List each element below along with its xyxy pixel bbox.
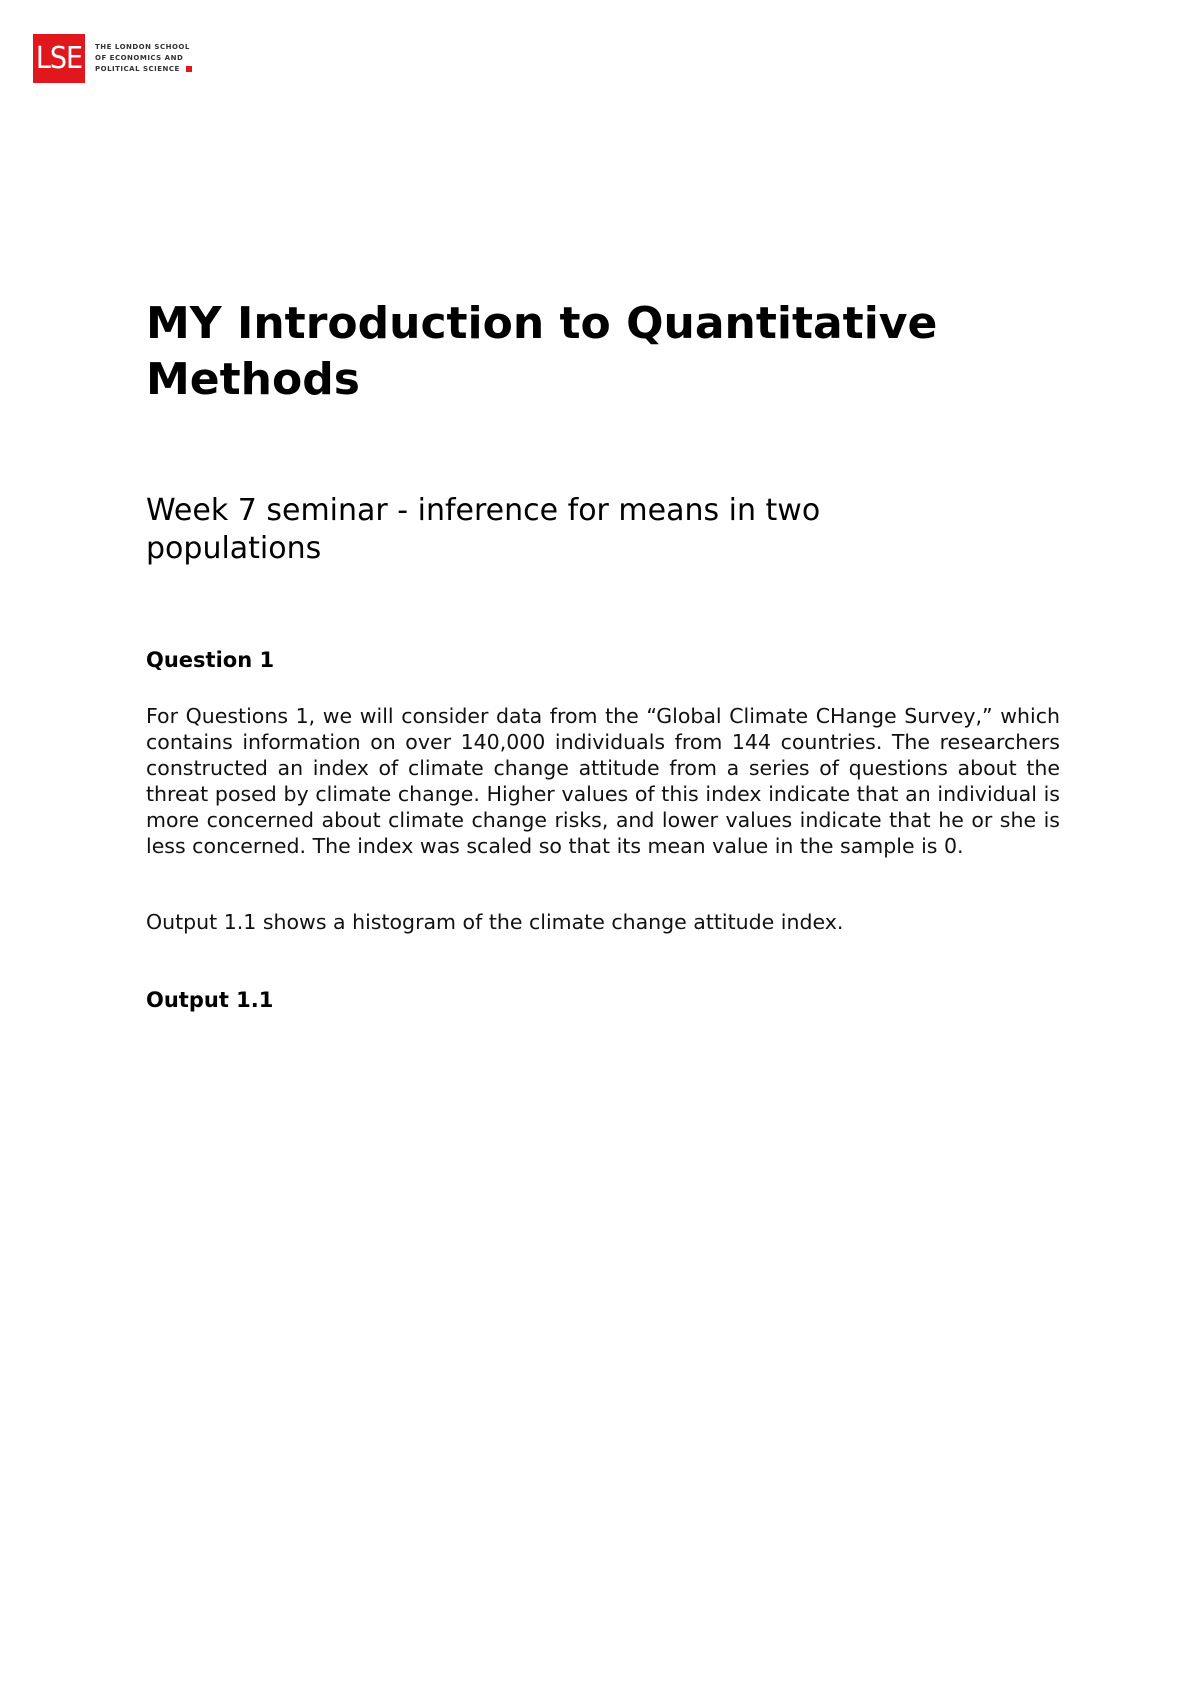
lse-logo	[33, 34, 192, 83]
question-heading: Question 1	[146, 648, 275, 672]
output-heading: Output 1.1	[146, 988, 274, 1012]
document-subtitle: Week 7 seminar - inference for means in two populations	[146, 493, 821, 566]
document-title: MY Introduction to Quantitative Methods	[146, 298, 938, 405]
lse-logo-wordmark	[95, 42, 192, 75]
logo-line-3: POLITICAL SCIENCE	[95, 64, 192, 75]
logo-line-1: THE LONDON SCHOOL	[95, 43, 190, 51]
logo-line-2: OF ECONOMICS AND	[95, 54, 184, 62]
question-paragraph: For Questions 1, we will consider data from the “Global Climate CHange Survey,” which contains information on over 140,000 individuals from 144 countries. The researchers constructed an index of climate change attitude from a series of questions about the threat posed by climate change. Higher values of this index indicate that an individual is more concerned about climate change risks, and lower values indicate that he or she is less concerned. The index was scaled so that its mean value in the sample is 0.	[146, 704, 1060, 858]
lse-logo-mark: LSE	[33, 34, 85, 83]
output-description: Output 1.1 shows a histogram of the climate change attitude index.	[146, 910, 844, 934]
logo-square-icon	[186, 66, 192, 72]
